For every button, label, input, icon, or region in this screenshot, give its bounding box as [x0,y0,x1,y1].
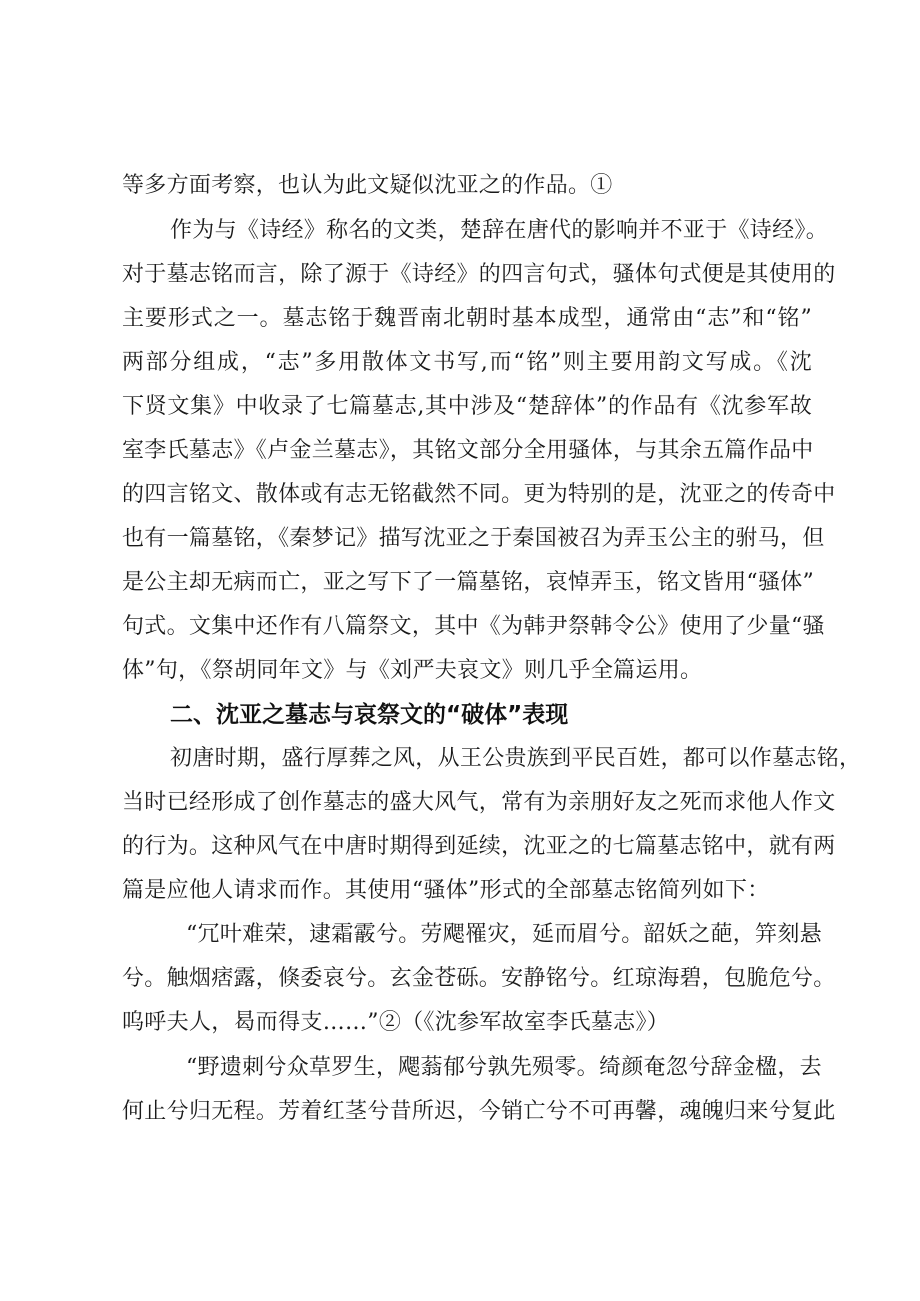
paragraph-line: 主要形式之一。墓志铭于魏晋南北朝时基本成型，通常由“志”和“铭” [122,306,812,331]
quote-line: “冗叶难荣，逮霜霰兮。劳飔罹灾，延而眉兮。韶妖之葩，笄刻悬 [186,922,822,947]
paragraph-line: 室李氏墓志》《卢金兰墓志》，其铭文部分全用骚体，与其余五篇作品中 [122,438,814,463]
quote-line: 兮。触烟痞露，倏委哀兮。玄金苍砾。安静铭兮。红琼海碧，包脆危兮。 [122,966,836,991]
quote-line: 呜呼夫人，曷而得支……”②（《沈参军故室李氏墓志》） [122,1010,670,1035]
quote-line: 何止兮归无程。芳着红茎兮昔所迟，今销亡兮不可再馨，魂魄归来兮复此 [122,1099,836,1124]
paragraph-line: 的四言铭文、散体或有志无铭截然不同。更为特别的是，沈亚之的传奇中 [122,482,836,507]
section-heading: 二、沈亚之墓志与哀祭文的“破体”表现 [170,702,569,728]
paragraph-line: 作为与《诗经》称名的文类，楚辞在唐代的影响并不亚于《诗经》。 [170,218,829,243]
paragraph-line: 是公主却无病而亡，亚之写下了一篇墓铭，哀悼弄玉，铭文皆用“骚体” [122,570,815,595]
paragraph-line: 句式。文集中还作有八篇祭文，其中《为韩尹祭韩令公》使用了少量“骚 [122,614,825,639]
quote-line: “野遗刺兮众草罗生，飔蓊郁兮孰先殒零。绮颜奄忽兮辞金楹，去 [186,1055,822,1080]
paragraph-line: 当时已经形成了创作墓志的盛大风气，常有为亲朋好友之死而求他人作文 [122,790,836,815]
paragraph-line: 的行为。这种风气在中唐时期得到延续，沈亚之的七篇墓志铭中，就有两 [122,834,836,859]
paragraph-line: 对于墓志铭而言，除了源于《诗经》的四言句式，骚体句式便是其使用的 [122,262,836,287]
paragraph-line: 体”句，《祭胡同年文》与《刘严夫哀文》则几乎全篇运用。 [122,658,703,683]
paragraph-line: 等多方面考察，也认为此文疑似沈亚之的作品。① [122,173,613,198]
paragraph-line: 下贤文集》中收录了七篇墓志,其中涉及“楚辞体”的作品有《沈参军故 [122,394,812,419]
paragraph-line: 初唐时期，盛行厚葬之风，从王公贵族到平民百姓，都可以作墓志铭， [170,746,862,771]
paragraph-line: 篇是应他人请求而作。其使用“骚体”形式的全部墓志铭简列如下： [122,878,770,903]
paragraph-line: 也有一篇墓铭，《秦梦记》描写沈亚之于秦国被召为弄玉公主的驸马，但 [122,526,825,551]
paragraph-line: 两部分组成，“志”多用散体文书写,而“铭”则主要用韵文写成。《沈 [122,350,812,375]
